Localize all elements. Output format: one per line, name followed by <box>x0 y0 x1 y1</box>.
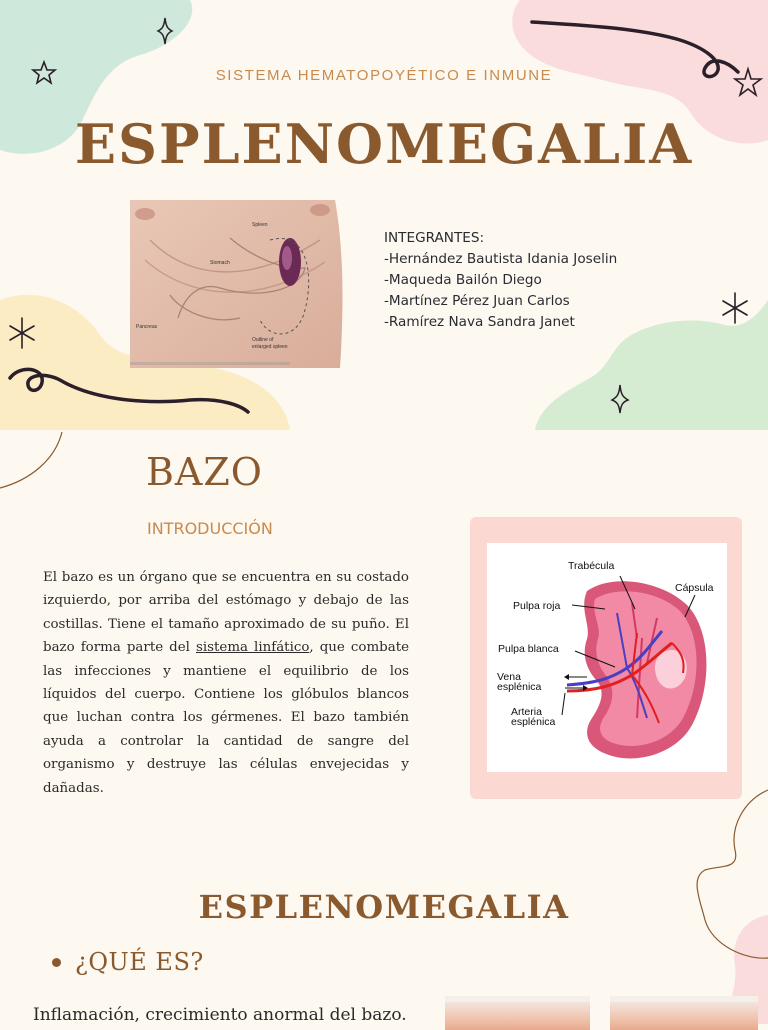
bullet-question: ¿QUÉ ES? <box>75 948 204 976</box>
intro-text-part: , que combate las infecciones y mantiene el equilibrio de los líquidos del cuerpo. Contiene los glóbulos blancos que luchan contra los gérmenes. El bazo también ayuda a controlar la cantidad de sangre del organismo y destruye las células envejecidas y dañadas. <box>43 640 410 796</box>
photo-label: Outline of <box>252 337 274 343</box>
member-name: -Ramírez Nava Sandra Janet <box>384 314 575 330</box>
page-title: ESPLENOMEGALIA <box>74 112 694 176</box>
diagram-label-vena: esplénica <box>497 681 542 693</box>
section-title-esplenomegalia: ESPLENOMEGALIA <box>198 888 570 926</box>
asterisk-icon <box>723 293 747 323</box>
bullet-item <box>52 948 204 976</box>
diagram-label-pulpa-blanca: Pulpa blanca <box>498 643 559 655</box>
photo-label: Stomach <box>210 260 230 266</box>
diagram-label-vena: Vena <box>497 671 521 683</box>
abdomen-spleen-image <box>130 200 348 368</box>
bottom-image-right <box>610 996 758 1030</box>
definition-text: Inflamación, crecimiento anormal del bazo. <box>33 1005 407 1025</box>
photo-label: Spleen <box>252 222 268 228</box>
member-name: -Hernández Bautista Idania Joselin <box>384 251 618 267</box>
members-list <box>384 228 617 333</box>
diagram-label-pulpa-roja: Pulpa roja <box>513 600 561 612</box>
diagram-label-trabecula: Trabécula <box>568 560 615 572</box>
intro-text-part: El bazo es un órgano que se encuentra en su costado izquierdo, por arriba del estómago y debajo de las costillas. Tiene el tamaño aproximado de su puño. El bazo forma parte del <box>43 570 409 656</box>
spleen-anatomy-diagram <box>487 543 727 772</box>
photo-label: enlarged spleen <box>252 344 288 350</box>
section-title-bazo: BAZO <box>146 450 263 494</box>
diagram-label-arteria: Arteria <box>511 706 542 718</box>
arc-line <box>0 432 62 488</box>
presentation-subtitle: SISTEMA HEMATOPOYÉTICO E INMUNE <box>215 67 553 84</box>
diagram-label-capsula: Cápsula <box>675 582 714 594</box>
bottom-image-left <box>445 996 590 1030</box>
lymphatic-system-link[interactable]: sistema linfático <box>196 640 310 656</box>
intro-paragraph <box>43 566 409 800</box>
member-name: -Maqueda Bailón Diego <box>384 272 542 288</box>
members-heading: INTEGRANTES: <box>384 230 485 246</box>
intro-heading: INTRODUCCIÓN <box>147 519 273 538</box>
bullet-dot-icon <box>52 958 61 967</box>
photo-label: Pancreas <box>136 324 158 330</box>
diagram-label-arteria: esplénica <box>511 716 556 728</box>
member-name: -Martínez Pérez Juan Carlos <box>384 293 570 309</box>
